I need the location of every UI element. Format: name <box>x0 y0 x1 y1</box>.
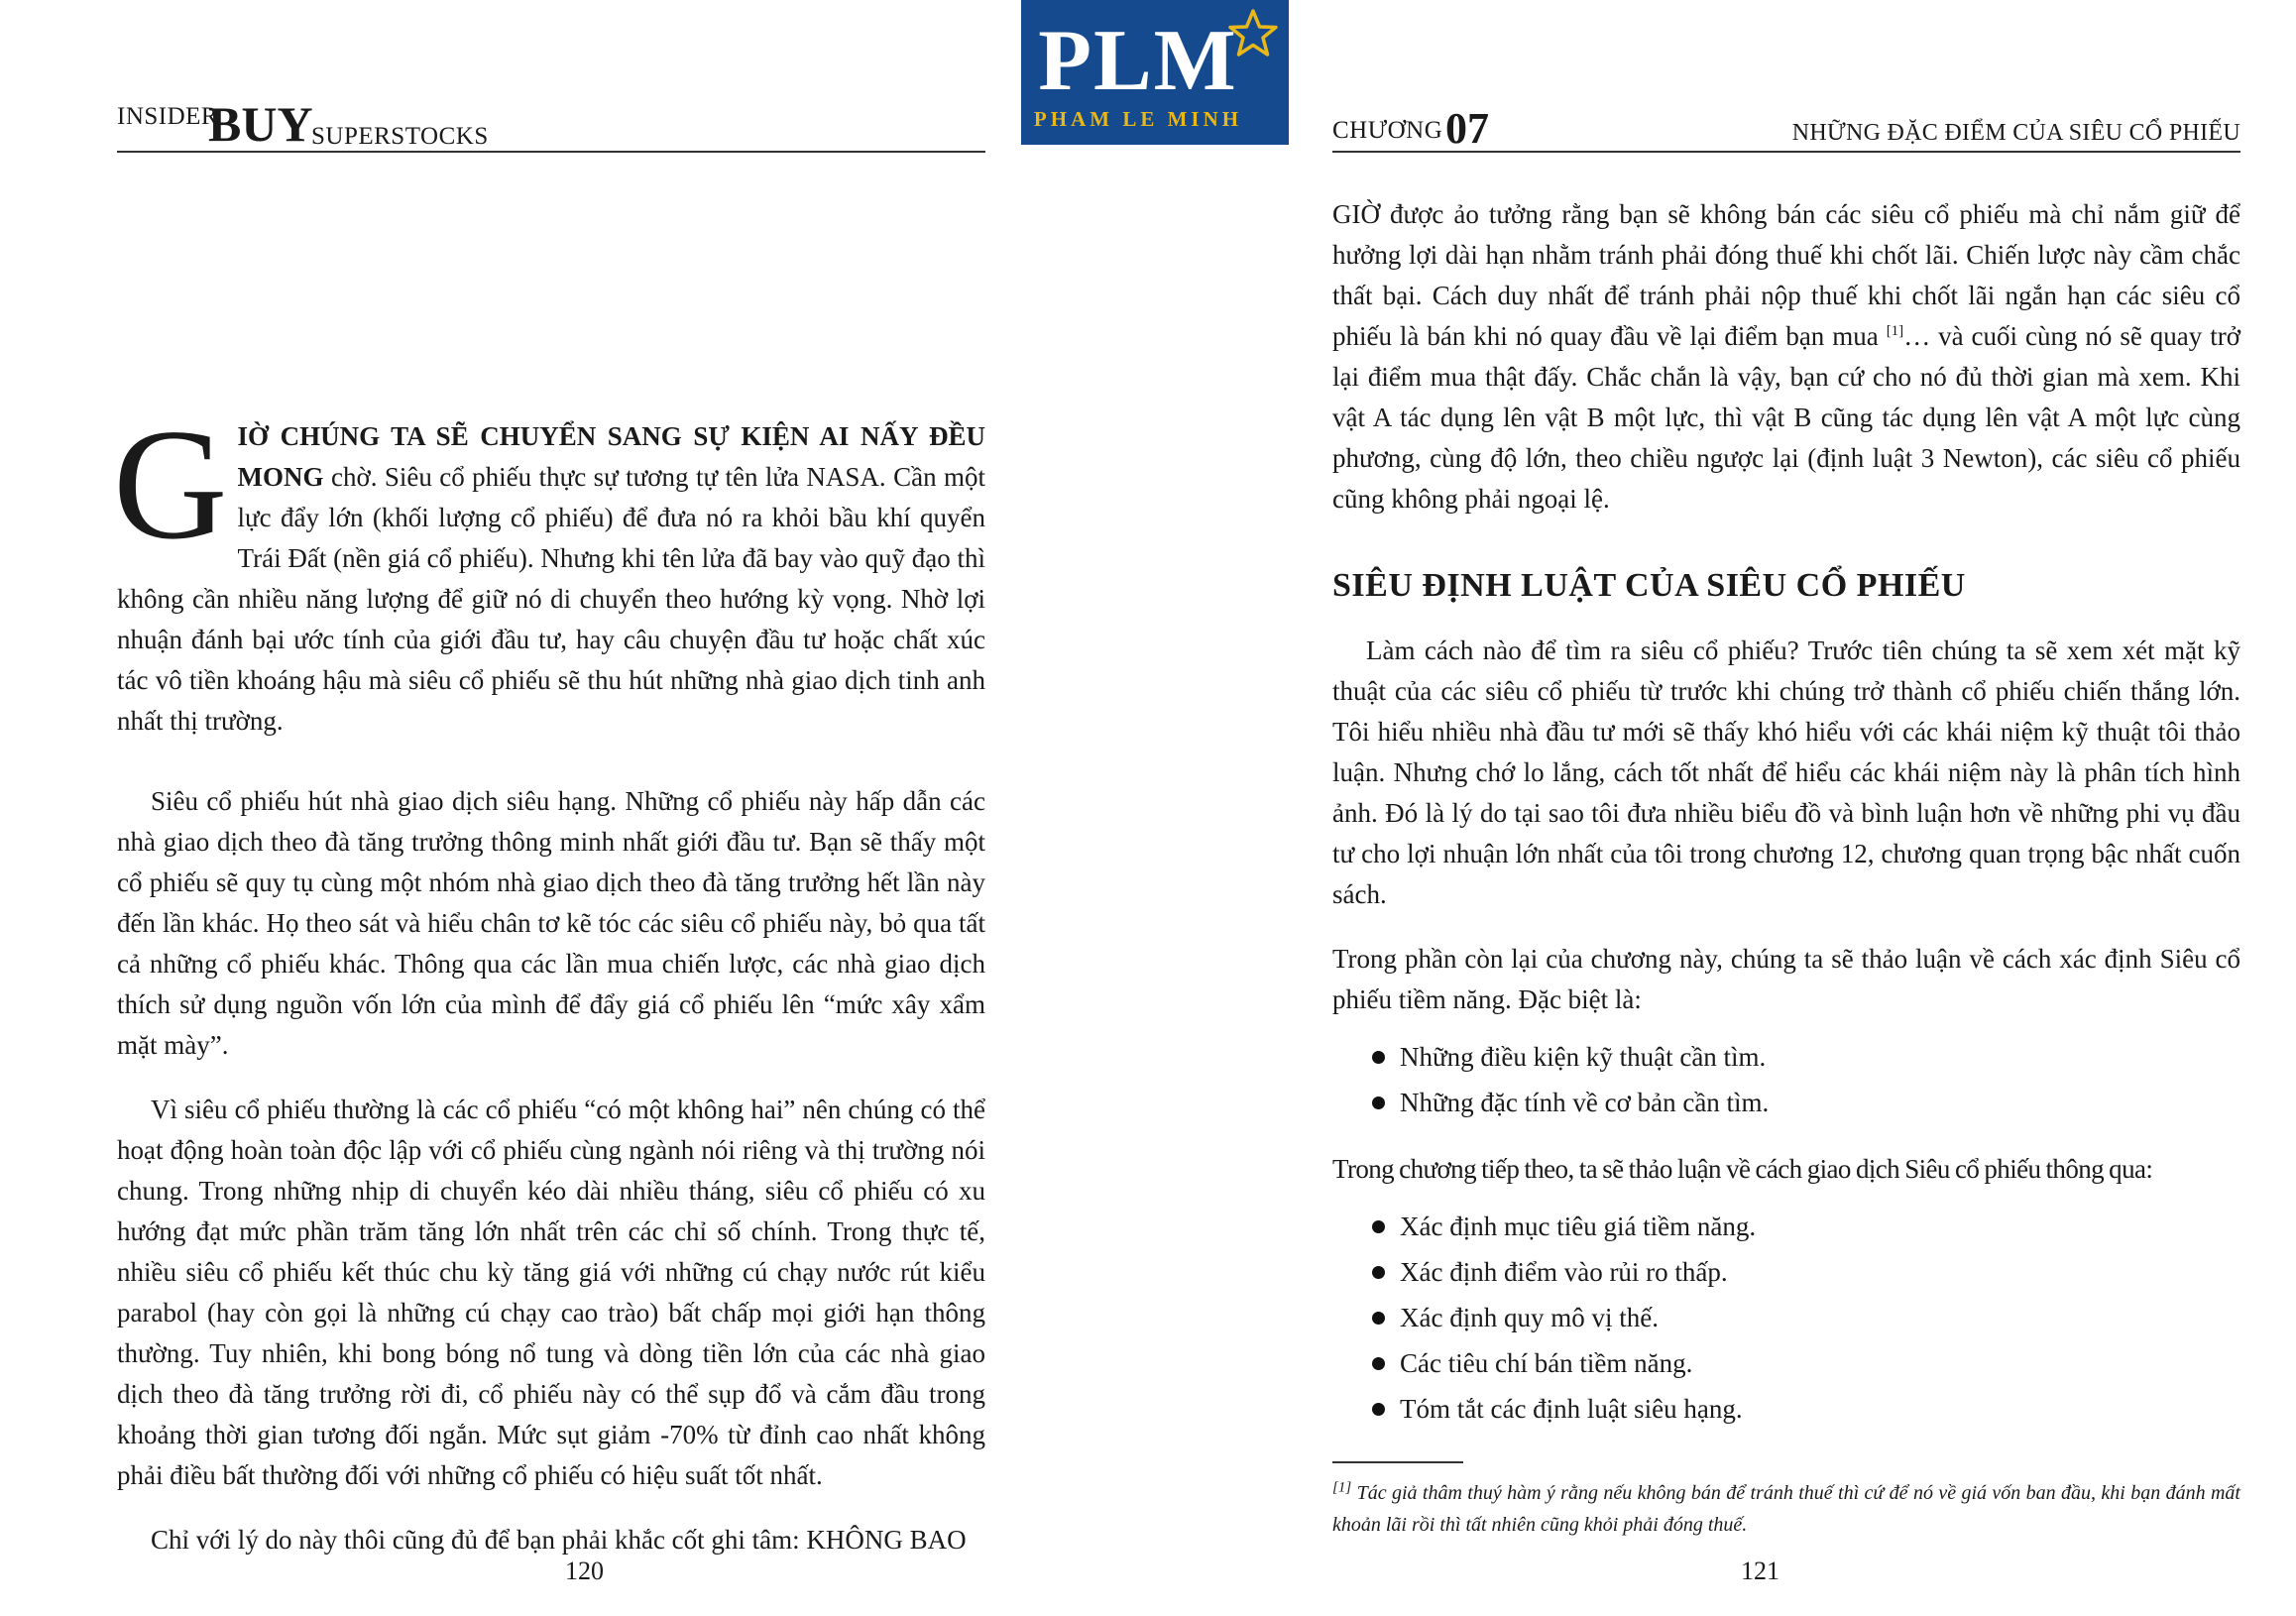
left-body <box>113 396 985 1560</box>
list-item <box>1332 1386 2240 1432</box>
list-item-text: Những đặc tính về cơ bản cần tìm. <box>1400 1088 1770 1117</box>
section-title: SIÊU ĐỊNH LUẬT CỦA SIÊU CỔ PHIẾU <box>1332 567 1966 604</box>
chapter-label: CHƯƠNG <box>1332 117 1443 144</box>
logo-text: PLM <box>1038 13 1238 109</box>
right-page <box>1289 0 2296 1616</box>
footnote-divider <box>1332 1461 1463 1463</box>
right-paragraph-1-b: … và cuối cùng nó sẽ quay trở lại điểm mua thật đấy. Chắc chắn là vậy, bạn cứ cho nó đủ thời gian mà xem. Khi vật A tác dụng lên vật B một lực, thì vật B cũng tác dụng lên vật A một lực cùng phương, cùng độ lớn, theo chiều ngược lại (định luật 3 Newton), các siêu cổ phiếu cũng không phải ngoại lệ. <box>1332 321 2240 514</box>
list-item <box>1332 1204 2240 1249</box>
left-page <box>0 0 1011 1616</box>
footnote-ref[interactable]: [1] <box>1886 323 1904 339</box>
lead-caps: IỜ CHÚNG TA SẼ CHUYỂN SANG SỰ KIỆN AI NẤY ĐỀU MONG <box>237 421 985 492</box>
right-paragraph-1 <box>1332 194 2240 519</box>
page-number-left: 120 <box>565 1557 604 1585</box>
list-item-text: Xác định quy mô vị thế. <box>1400 1303 1659 1332</box>
header-superstocks: SUPERSTOCKS <box>311 123 489 150</box>
list-item-text: Những điều kiện kỹ thuật cần tìm. <box>1400 1042 1767 1072</box>
right-paragraph-3: Trong phần còn lại của chương này, chúng ta sẽ thảo luận về cách xác định Siêu cổ phiếu tiềm năng. Đặc biệt là: <box>1332 944 2240 1014</box>
plm-logo <box>1021 0 1289 145</box>
left-running-header <box>117 96 985 153</box>
chapter-number: 07 <box>1445 104 1489 153</box>
header-buy: BUY <box>208 96 313 152</box>
bullet-icon <box>1372 1220 1385 1233</box>
bullet-icon <box>1372 1357 1385 1370</box>
bullet-list-1 <box>1332 1034 2240 1125</box>
right-paragraph-4: Trong chương tiếp theo, ta sẽ thảo luận về cách giao dịch Siêu cổ phiếu thông qua: <box>1332 1154 2153 1184</box>
bullet-icon <box>1372 1312 1385 1325</box>
bullet-icon <box>1372 1403 1385 1416</box>
right-body <box>1332 194 2240 1541</box>
bullet-icon <box>1372 1051 1385 1064</box>
list-item <box>1332 1249 2240 1295</box>
list-item <box>1332 1034 2240 1080</box>
list-item <box>1332 1295 2240 1340</box>
bullet-icon <box>1372 1266 1385 1279</box>
bullet-icon <box>1372 1097 1385 1109</box>
list-item-text: Các tiêu chí bán tiềm năng. <box>1400 1348 1693 1378</box>
logo-subtitle: PHAM LE MINH <box>1033 107 1243 131</box>
left-paragraph-1-rest: chờ. Siêu cổ phiếu thực sự tương tự tên lửa NASA. Cần một lực đẩy lớn (khối lượng cổ phiếu) để đưa nó ra khỏi bầu khí quyển Trái Đất (nền giá cổ phiếu). Nhưng khi tên lửa đã bay vào quỹ đạo thì không cần nhiều năng lượng để giữ nó di chuyển theo hướng kỳ vọng. Nhờ lợi nhuận đánh bại ước tính của giới đầu tư, hay câu chuyện đầu tư hoặc chất xúc tác vô tiền khoáng hậu mà siêu cổ phiếu sẽ thu hút những nhà giao dịch tinh anh nhất thị trường. <box>117 462 985 736</box>
drop-cap: G <box>113 396 228 572</box>
list-item-text: Xác định điểm vào rủi ro thấp. <box>1400 1257 1728 1287</box>
right-paragraph-2: Làm cách nào để tìm ra siêu cổ phiếu? Trước tiên chúng ta sẽ xem xét mặt kỹ thuật của các siêu cổ phiếu từ trước khi chúng trở thành cổ phiếu chiến thắng lớn. Tôi hiểu nhiều nhà đầu tư mới sẽ thấy khó hiểu với các khái niệm kỹ thuật tôi thảo luận. Nhưng chớ lo lắng, cách tốt nhất để hiểu các khái niệm này là phân tích hình ảnh. Đó là lý do tại sao tôi đưa nhiều biểu đồ và bình luận hơn về những phi vụ đầu tư cho lợi nhuận lớn nhất của tôi trong chương 12, chương quan trọng bậc nhất cuốn sách. <box>1332 635 2240 909</box>
right-paragraph-1-a: GIỜ được ảo tưởng rằng bạn sẽ không bán các siêu cổ phiếu mà chỉ nắm giữ để hưởng lợi dài hạn nhằm tránh phải đóng thuế khi chốt lãi. Chiến lược này cầm chắc thất bại. Cách duy nhất để tránh phải nộp thuế khi chốt lãi ngắn hạn các siêu cổ phiếu là bán khi nó quay đầu về lại điểm bạn mua <box>1332 199 2240 351</box>
right-running-header <box>1332 99 2240 153</box>
list-item-text: Tóm tắt các định luật siêu hạng. <box>1400 1394 1743 1424</box>
bullet-list-2 <box>1332 1204 2240 1432</box>
list-item-text: Xác định mục tiêu giá tiềm năng. <box>1400 1212 1757 1241</box>
header-insider: INSIDER <box>117 103 219 130</box>
footnote <box>1332 1477 2240 1541</box>
left-paragraph-3: Vì siêu cổ phiếu thường là các cổ phiếu “có một không hai” nên chúng có thể hoạt động hoàn toàn độc lập với cổ phiếu cùng ngành nói riêng và thị trường nói chung. Trong những nhịp di chuyển kéo dài nhiều tháng, siêu cổ phiếu có xu hướng đạt mức phần trăm tăng lớn nhất trên các chỉ số chính. Trong thực tế, nhiều siêu cổ phiếu kết thúc chu kỳ tăng giá với những cú chạy nước rút kiểu parabol (hay còn gọi là những cú chạy cao trào) bất chấp mọi giới hạn thông thường. Tuy nhiên, khi bong bóng nổ tung và dòng tiền lớn của các nhà giao dịch theo đà tăng trưởng rời đi, cổ phiếu này có thể sụp đổ và cắm đầu trong khoảng thời gian tương đối ngắn. Mức sụt giảm -70% từ đỉnh cao nhất không phải điều bất thường đối với những cổ phiếu có hiệu suất tốt nhất. <box>117 1095 985 1490</box>
page-number-right: 121 <box>1741 1557 1779 1585</box>
left-paragraph-2: Siêu cổ phiếu hút nhà giao dịch siêu hạng. Những cổ phiếu này hấp dẫn các nhà giao dịch theo đà tăng trưởng thông minh nhất giới đầu tư. Bạn sẽ thấy một cổ phiếu sẽ quy tụ cùng một nhóm nhà giao dịch theo đà tăng trưởng hết lần này đến lần khác. Họ theo sát và hiểu chân tơ kẽ tóc các siêu cổ phiếu này, bỏ qua tất cả những cổ phiếu khác. Thông qua các lần mua chiến lược, các nhà giao dịch thích sử dụng nguồn vốn lớn của mình để đẩy giá cổ phiếu lên “mức xây xẩm mặt mày”. <box>117 786 985 1060</box>
footnote-marker: [1] <box>1332 1479 1352 1496</box>
left-paragraph-1 <box>113 396 985 742</box>
chapter-title: NHỮNG ĐẶC ĐIỂM CỦA SIÊU CỔ PHIẾU <box>1791 120 2240 146</box>
footnote-text: Tác giả thâm thuý hàm ý rằng nếu không bán để tránh thuế thì cứ để nó về giá vốn ban đầu, khi bạn đánh mất khoản lãi rồi thì tất nhiên cũng khỏi phải đóng thuế. <box>1332 1482 2240 1536</box>
list-item <box>1332 1340 2240 1386</box>
left-paragraph-4: Chỉ với lý do này thôi cũng đủ để bạn phải khắc cốt ghi tâm: KHÔNG BAO <box>151 1525 967 1555</box>
list-item <box>1332 1080 2240 1125</box>
star-icon <box>1227 8 1279 59</box>
